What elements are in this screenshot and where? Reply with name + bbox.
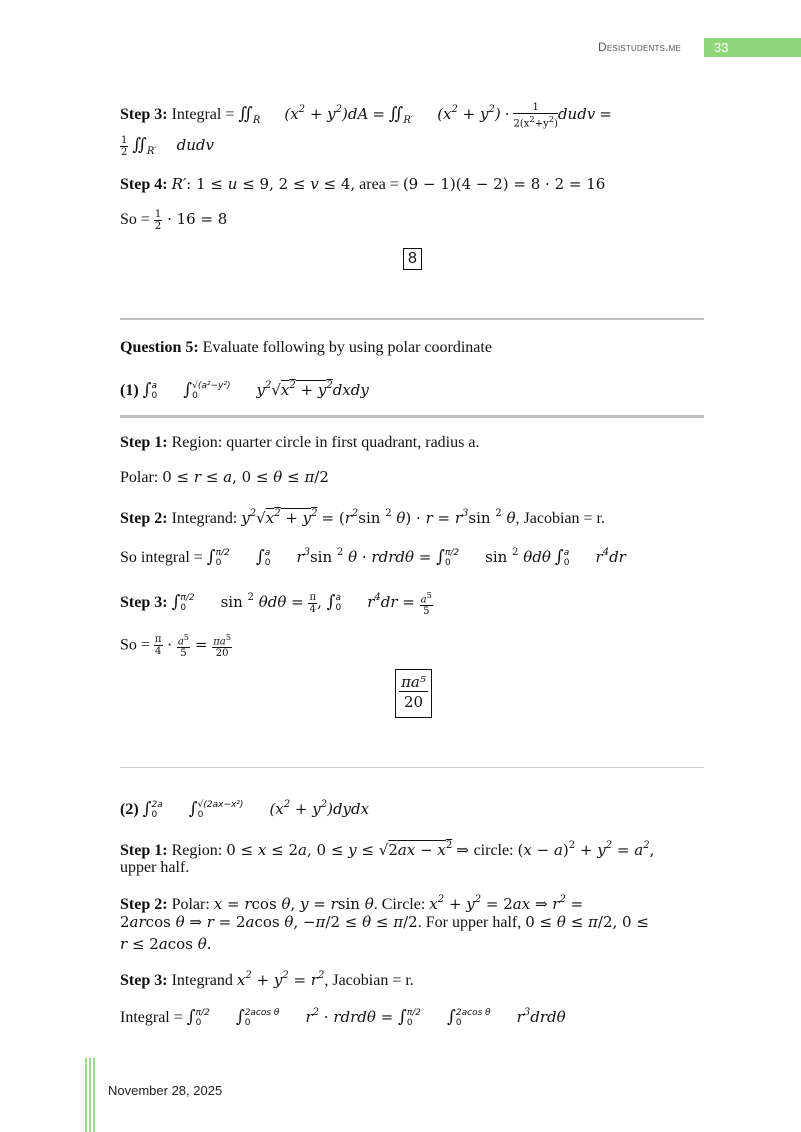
footer-decoration-bars bbox=[85, 1058, 97, 1132]
part2-divider bbox=[120, 767, 704, 768]
section-divider bbox=[120, 318, 704, 320]
part1-so-integral: So integral = ∫ π/2 0 ∫ a 0 $r^3\sin$ $^2$ θ · rdrdθ = ∫ π/2 0 sin $^2$ θdθ ∫ a 0 $r^4dr$ bbox=[120, 547, 626, 569]
part2-step1-cont: upper half. bbox=[120, 859, 190, 876]
part2-step2-line1: Step 2: Polar: x = rcos θ, y = rsin θ. Circle: $x^2 + y^2 = 2ax$ ⇒ $r^2$ = bbox=[120, 894, 584, 913]
footer-date: November 28, 2025 bbox=[108, 1083, 223, 1098]
part1-step1: Step 1: Region: quarter circle in first quadrant, radius a. bbox=[120, 434, 480, 451]
part1-step3: Step 3: ∫ π/2 0 sin $^2$ θdθ = $\frac{\pi}{4}$ , ∫ a 0 $r^4dr$ = $\frac{a^5}{5}$ bbox=[120, 589, 432, 617]
part2-step3: Step 3: Integrand $x^2 + y^2 = r^2$, Jacobian = r. bbox=[120, 970, 414, 989]
q4-step3-line2: $\frac{1}{2}$ $∬_{R'}$ dudv bbox=[121, 135, 215, 158]
site-name: Desistudents.me bbox=[598, 40, 682, 54]
q4-step4: Step 4: R′: 1 ≤ u ≤ 9, 2 ≤ v ≤ 4, area = (9 − 1)(4 − 2) = 8 · 2 = 16 bbox=[120, 175, 606, 193]
page-number-badge: 33 bbox=[704, 38, 801, 57]
question-5-heading: Question 5: Evaluate following by using polar coordinate bbox=[120, 339, 492, 356]
part2-step1: Step 1: Region: 0 ≤ x ≤ 2a, $0 \le y \le √2ax - x^2$ ⇒ circle: $(x - a)^2 + y^2 = a^2$, bbox=[120, 840, 655, 859]
part1-so: So = $\frac{\pi}{4}$ · $\frac{a^5}{5}$ = $\frac{\pi a^5}{20}$ bbox=[120, 632, 232, 660]
part1-polar: Polar: 0 ≤ r ≤ a, 0 ≤ θ ≤ π/2 bbox=[120, 468, 329, 486]
part1-integral: (1) ∫ a 0 ∫ √(a²−y²) 0 $y^2√x^2$ + $y^2dxdy$ bbox=[120, 380, 369, 402]
part1-answer-box: πa⁵ 20 bbox=[395, 669, 432, 718]
q4-so: So = $\frac{1}{2}$ · 16 = 8 bbox=[120, 209, 228, 232]
part2-step2-line3: r ≤ 2acos θ. bbox=[120, 935, 212, 953]
part1-step2: Step 2: Integrand: $y^2√x^2 + y^2 = (r^2\sin$ $^2$ $\theta) \cdot r = r^3\sin$ $^2$ θ, Jacobian = r. bbox=[120, 508, 605, 527]
q4-answer-box: 8 bbox=[403, 248, 422, 270]
part2-integral: (2) ∫ 2a 0 ∫ √(2ax−x²) 0 ($x^2$ + $y^2)dydx$ bbox=[120, 799, 370, 821]
part2-step2-line2: 2arcos θ ⇒ r = 2acos θ, −π/2 ≤ θ ≤ π/2. For upper half, 0 ≤ θ ≤ π/2, 0 ≤ bbox=[120, 913, 649, 931]
q4-step3-line1: Step 3: Integral = $∬_R$ $(x^2 + y^2)dA$ = $∬_{R'}$ $(x^2 + y^2)$ · $\frac{1}{2(x^2+y^2)}$ dudv = bbox=[120, 101, 612, 129]
part1-divider bbox=[120, 415, 704, 418]
part2-integral-line: Integral = ∫ π/2 0 ∫ 2acos θ 0 $r^2$ · rdrdθ = ∫ π/2 0 ∫ 2acos θ 0 $r^3drd\theta$ bbox=[120, 1007, 566, 1029]
